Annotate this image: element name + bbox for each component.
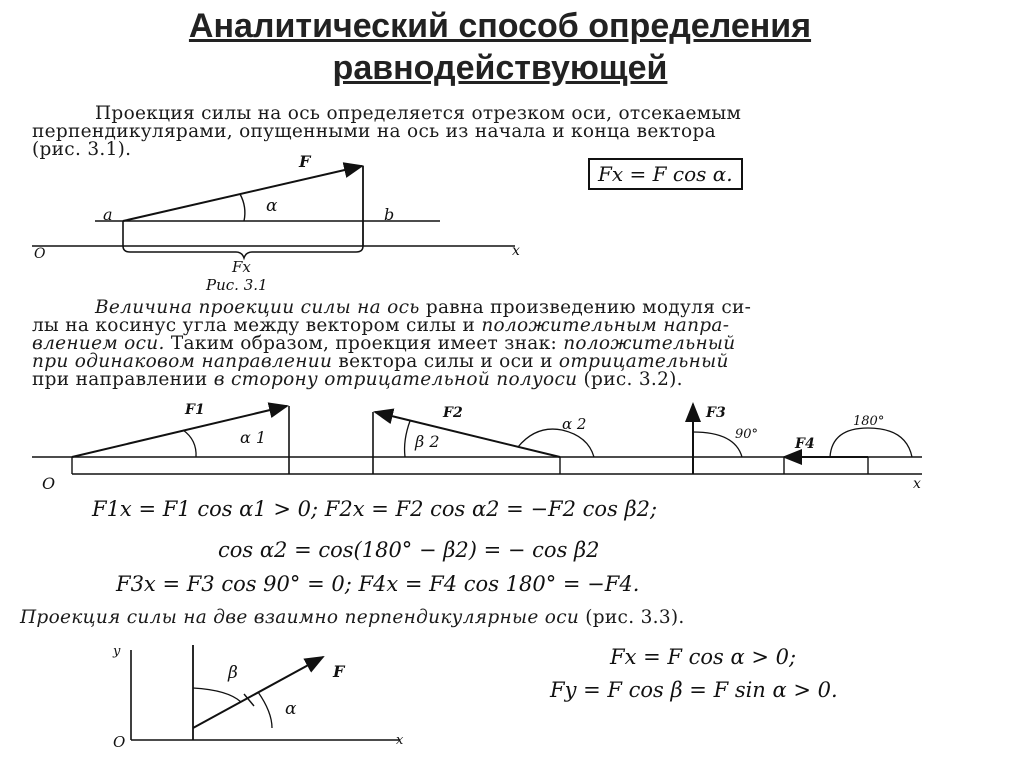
- para2-l3-italic: влением оси.: [32, 333, 165, 354]
- label-alpha-3-3: α: [285, 699, 297, 719]
- para2-l3-italic2: положительный: [563, 333, 736, 354]
- label-f2: F2: [443, 405, 463, 421]
- intro-line3: (рис. 3.1).: [32, 139, 132, 160]
- para2-l2-a: лы на косинус угла между вектором силы и: [32, 315, 476, 336]
- label-alpha2: α 2: [562, 415, 587, 433]
- formula-fy-3-3: Fy = F cos β = F sin α > 0.: [550, 678, 838, 702]
- label-f1: F1: [185, 402, 205, 418]
- formula-fx-3-3: Fx = F cos α > 0;: [610, 645, 797, 669]
- label-b: b: [384, 205, 395, 224]
- label-beta: β: [228, 663, 238, 683]
- fig-caption-3-1: Рис. 3.1: [206, 276, 268, 294]
- label-x: x: [512, 243, 520, 259]
- intro-line1: Проекция силы на ось определяется отрезком оси, отсекаемым: [95, 103, 742, 124]
- label-o: O: [34, 246, 46, 262]
- formula-line1: F1x = F1 cos α1 > 0; F2x = F2 cos α2 = −F2 cos β2;: [92, 497, 658, 521]
- para2-l4-rest: вектора силы и оси и: [338, 351, 553, 372]
- para2-l1-rest: равна произведению модуля си-: [425, 297, 752, 318]
- label-f4: F4: [795, 436, 815, 452]
- para2-l4-italic: при одинаковом направлении: [32, 351, 333, 372]
- label-f: F: [299, 152, 311, 171]
- formula-fx-box: Fx = F cos α.: [588, 158, 743, 190]
- label-f3: F3: [706, 405, 726, 421]
- label-x-3-3: x: [396, 733, 404, 748]
- para2-l5-italic: в сторону отрицательной полуоси: [213, 369, 578, 390]
- para3-italic: Проекция силы на две взаимно перпендикулярные оси: [20, 607, 580, 628]
- label-90deg: 90°: [735, 427, 759, 442]
- para2-l5-rest: (рис. 3.2).: [583, 369, 683, 390]
- para3-rest: (рис. 3.3).: [585, 607, 685, 628]
- label-alpha: α: [266, 196, 278, 216]
- label-beta2: β 2: [415, 432, 440, 451]
- formula-line2: cos α2 = cos(180° − β2) = − cos β2: [218, 538, 600, 562]
- para2-l5-a: при направлении: [32, 369, 208, 390]
- para2-l1-italic: Величина проекции силы на ось: [95, 297, 420, 318]
- label-f-3-3: F: [333, 662, 345, 681]
- intro-line2: перпендикулярами, опущенными на ось из начала и конца вектора: [32, 121, 716, 142]
- para2-l3-rest: Таким образом, проекция имеет знак:: [170, 333, 557, 354]
- label-a: a: [103, 205, 113, 224]
- page-title-line2: равнодействующей: [332, 49, 668, 87]
- label-o-3-2: O: [42, 474, 56, 493]
- para2-l2-italic: положительным напра-: [481, 315, 730, 336]
- beta-arc: [193, 688, 241, 702]
- label-o-3-3: O: [113, 733, 126, 751]
- para2-l4-italic2: отрицательный: [558, 351, 729, 372]
- formula-line3: F3x = F3 cos 90° = 0; F4x = F4 cos 180° = −F4.: [116, 572, 640, 596]
- label-alpha1: α 1: [240, 428, 267, 447]
- page-title-line1: Аналитический способ определения: [188, 7, 812, 45]
- label-y: y: [113, 644, 121, 659]
- alpha-arc-3-3: [258, 692, 272, 728]
- label-180deg: 180°: [853, 414, 885, 429]
- label-x-3-2: x: [913, 476, 921, 492]
- label-fx: Fx: [232, 258, 251, 276]
